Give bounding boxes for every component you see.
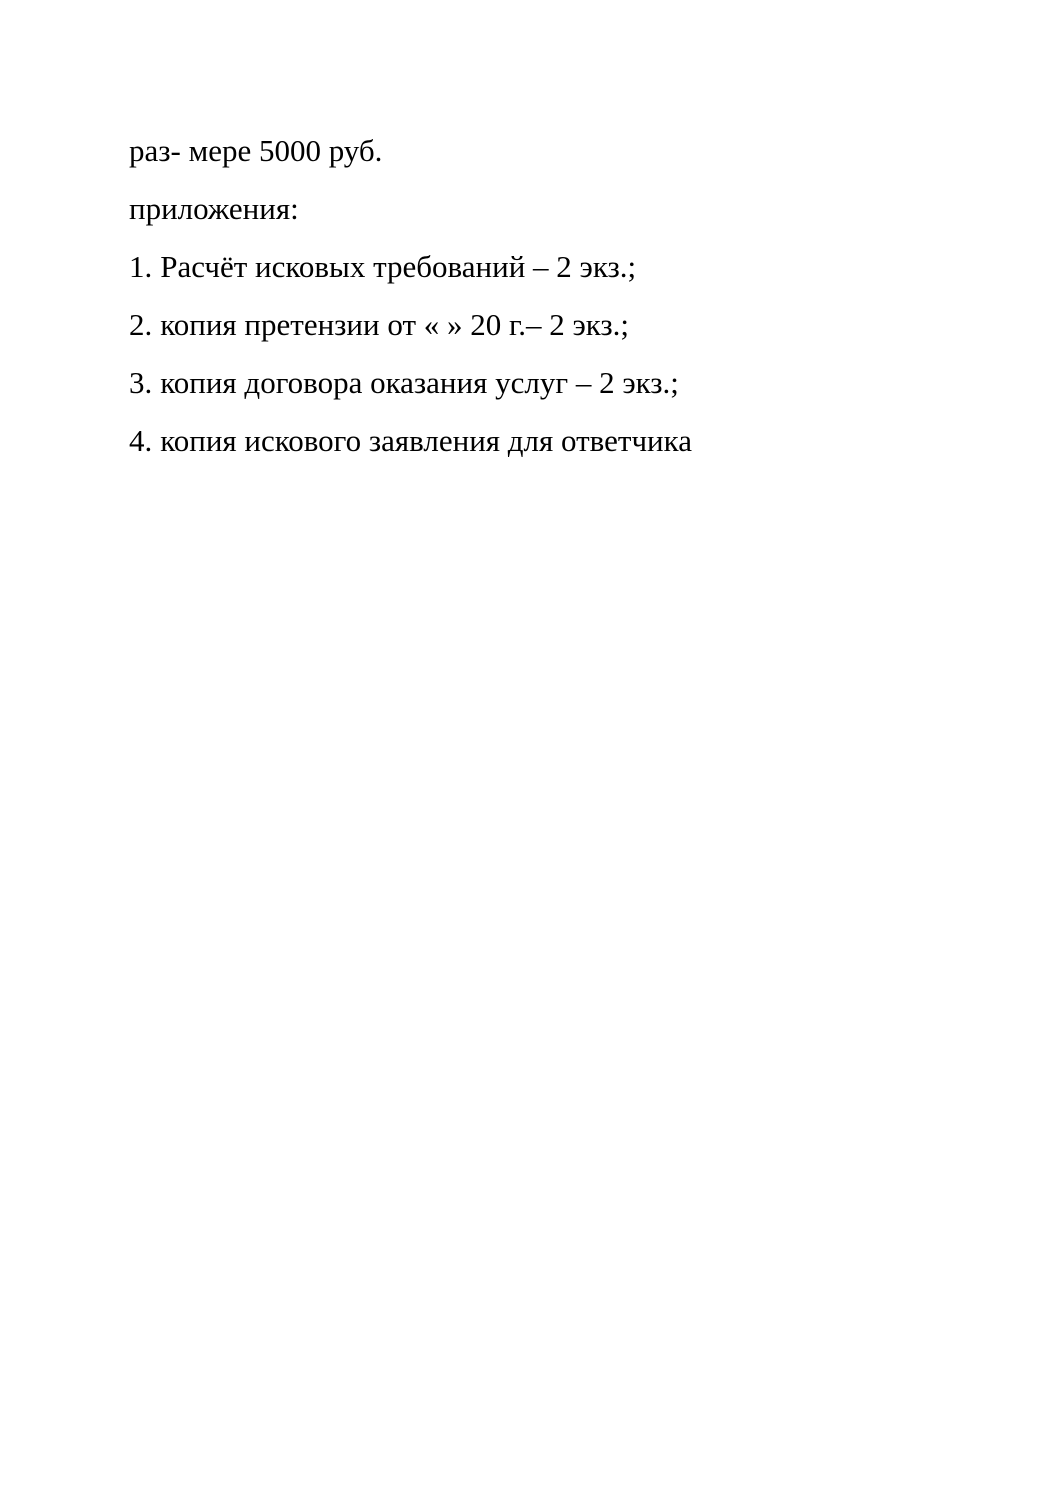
attachment-text: копия претензии от « » 20 г.– 2 экз.; [160,307,630,342]
attachment-text: копия искового заявления для ответчика [160,423,692,458]
attachment-item-3 [129,360,949,418]
attachment-text: Расчёт исковых требований – 2 экз.; [160,249,637,284]
attachment-number: 3. [129,365,153,400]
attachments-heading: приложения: [129,191,299,226]
attachment-text: копия договора оказания услуг – 2 экз.; [160,365,679,400]
attachment-item-1 [129,244,949,302]
document-body [129,128,949,476]
attachment-number: 2. [129,307,153,342]
attachment-item-2 [129,302,949,360]
attachment-number: 4. [129,423,153,458]
attachment-number: 1. [129,249,153,284]
continuation-text: раз- мере 5000 руб. [129,133,383,168]
attachment-item-4 [129,418,949,476]
